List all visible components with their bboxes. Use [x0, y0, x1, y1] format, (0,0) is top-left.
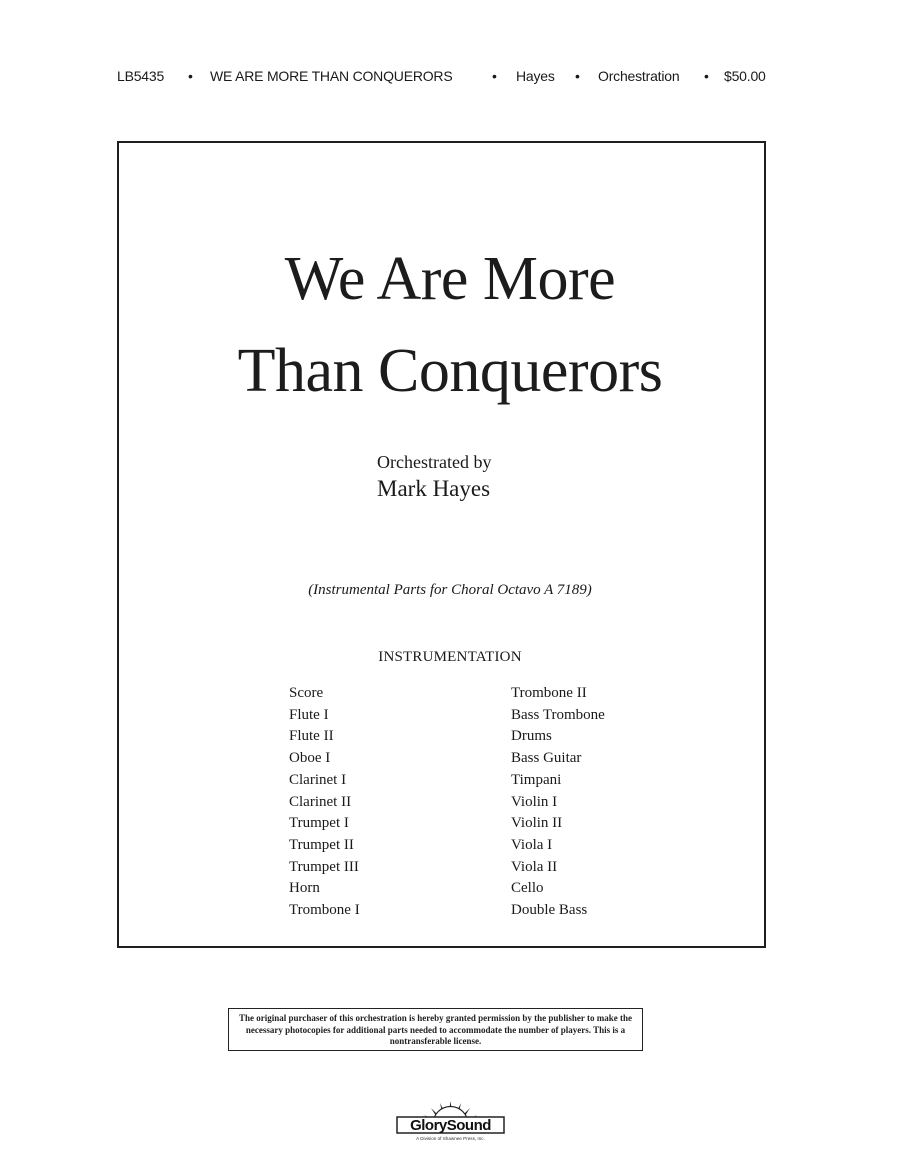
- instrument-item: Violin II: [511, 815, 563, 832]
- header-separator: •: [575, 68, 580, 84]
- instrument-item: Bass Guitar: [511, 750, 582, 767]
- header-separator: •: [492, 68, 497, 84]
- instrument-list-left: [289, 683, 360, 922]
- instrument-item: Clarinet II: [289, 793, 352, 810]
- instrument-item: Trumpet III: [289, 858, 359, 875]
- instrument-item: Violin I: [511, 793, 558, 810]
- logo-wordmark: GlorySound: [410, 1117, 491, 1134]
- instrument-item: Trumpet II: [289, 836, 354, 853]
- instrument-item: Trumpet I: [289, 815, 349, 832]
- arranger-name: Mark Hayes: [377, 476, 491, 501]
- catalog-header: [117, 68, 777, 92]
- instrument-item: Viola I: [511, 836, 553, 853]
- header-title: WE ARE MORE THAN CONQUERORS: [210, 68, 453, 84]
- title-line-2: Than Conquerors: [237, 337, 663, 405]
- instrument-item: Viola II: [511, 858, 558, 875]
- instrument-item: Flute I: [289, 706, 329, 723]
- publisher-logo: [393, 1098, 508, 1144]
- license-notice: The original purchaser of this orchestration is hereby granted permission by the publisher to make the necessary photocopies for additional parts needed to accommodate the number of players. This is a nontransferable license.: [228, 1008, 643, 1051]
- octavo-note: (Instrumental Parts for Choral Octavo A 7189): [308, 582, 592, 598]
- instrument-item: Cello: [511, 880, 544, 897]
- instrument-item: Bass Trombone: [511, 706, 605, 723]
- instrument-item: Timpani: [511, 771, 562, 788]
- title-line-1: We Are More: [284, 245, 616, 313]
- credit-label: Orchestrated by: [377, 452, 492, 472]
- instrument-item: Oboe I: [289, 750, 331, 767]
- sunburst-logo-icon: [393, 1098, 508, 1144]
- header-product: Orchestration: [598, 68, 680, 84]
- logo-tagline: A Division of Shawnee Press, Inc.: [416, 1136, 485, 1141]
- instrument-item: Drums: [511, 728, 552, 745]
- instrument-item: Trombone I: [289, 902, 360, 919]
- header-separator: •: [704, 68, 709, 84]
- instrument-item: Trombone II: [511, 685, 587, 701]
- instrument-item: Flute II: [289, 728, 334, 745]
- catalog-number: LB5435: [117, 68, 165, 84]
- header-price: $50.00: [724, 68, 766, 84]
- instrument-item: Score: [289, 685, 324, 701]
- instrument-list-right: [511, 683, 605, 922]
- instrument-item: Double Bass: [511, 902, 588, 919]
- instrument-item: Clarinet I: [289, 771, 347, 788]
- header-separator: •: [188, 68, 193, 84]
- instrument-item: Horn: [289, 880, 320, 897]
- header-composer: Hayes: [516, 68, 555, 84]
- instrumentation-heading: INSTRUMENTATION: [378, 649, 522, 665]
